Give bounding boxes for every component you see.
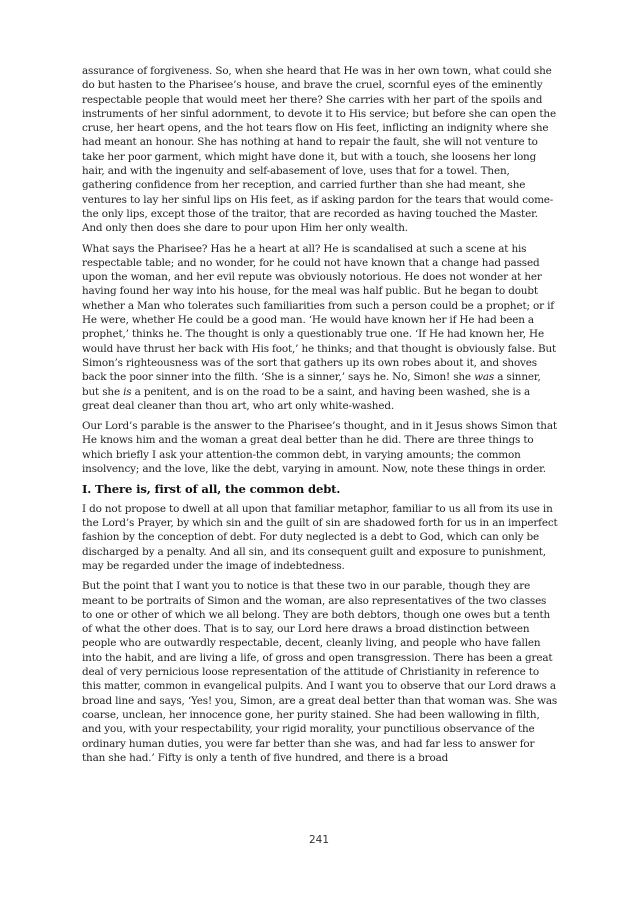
- emphasis-is: is: [123, 385, 132, 398]
- paragraph-4: I do not propose to dwell at all upon that familiar metaphor, familiar to us all from its use in the Lord’s Prayer, by which sin and the guilt of sin are shadowed forth for us in an imperfect fashion by the conception of debt. For duty neglected is a debt to God, which can only be discharged by a penalty. And all sin, and its consequent guilt and exposure to punishment, may be regarded under the image of indebtedness.: [82, 502, 558, 572]
- paragraph-1: assurance of forgiveness. So, when she heard that He was in her own town, what could she do but hasten to the Pharisee’s house, and brave the cruel, scornful eyes of the eminently respectable people that would meet her there? She carries with her part of the spoils and instruments of her sinful adornment, to devote it to His service; but before she can open the cruse, her heart opens, and the hot tears flow on His feet, inflicting an indignity where she had meant an honour. She has nothing at hand to repair the fault, she will not venture to take her poor garment, which might have done it, but with a touch, she loosens her long hair, and with the ingenuity and self-abasement of love, uses that for a towel. Then, gathering confidence from her reception, and carried further than she had meant, she ventures to lay her sinful lips on His feet, as if asking pardon for the tears that would come-the only lips, except those of the traitor, that are recorded as having touched the Master. And only then does she dare to pour upon Him her only wealth.: [82, 65, 556, 235]
- page-number: 241: [308, 834, 330, 846]
- paragraph-2-part-a: What says the Pharisee? Has he a heart at all? He is scandalised at such a scene at his respectable table; and no wonder, for he could not have known that a change had passed upon the woman, and her evil repute was obviously notorious. He does not wonder at her having found her way into his house, for the meal was half public. But he began to doubt whether a Man who tolerates such familiarities from such a person could be a prophet; or if He were, whether He could be a good man. ‘He would have known her if He had been a prophet,’ thinks he. The thought is only a questionably true one. ‘If He had known her, He would have thrust her back with His foot,’ he thinks; and that thought is obviously false. But Simon’s righteousness was of the sort that gathers up its own robes about it, and shoves back the poor sinner into the filth. ‘She is a sinner,’ says he. No, Simon! she: [82, 242, 557, 384]
- paragraph-2-part-b: a sinner, but she: [82, 371, 541, 398]
- emphasis-was: was: [474, 371, 495, 384]
- paragraph-2: [82, 242, 558, 414]
- page-text-column: [82, 64, 558, 771]
- paragraph-2-part-c: a penitent, and is on the road to be a saint, and having been washed, she is a great deal cleaner than thou art, who art only white-washed.: [82, 385, 531, 412]
- paragraph-5: But the point that I want you to notice is that these two in our parable, though they are meant to be portraits of Simon and the woman, are also representatives of the two classes to one or other of which we all belong. They are both debtors, though one owes but a tenth of what the other does. That is to say, our Lord here draws a broad distinction between people who are outwardly respectable, decent, cleanly living, and people who have fallen into the habit, and are living a life, of gross and open transgression. There has been a great deal of very pernicious loose representation of the attitude of Christianity in reference to this matter, common in evangelical pulpits. And I want you to observe that our Lord draws a broad line and says, ‘Yes! you, Simon, are a great deal better than that woman was. She was coarse, unclean, her innocence gone, her purity stained. She had been wallowing in filth, and you, with your respectability, your rigid morality, your punctilious observance of the ordinary human duties, you were far better than she was, and had far less to answer for than she had.’ Fifty is only a tenth of five hundred, and there is a broad: [82, 580, 558, 764]
- paragraph-3: Our Lord’s parable is the answer to the Pharisee’s thought, and in it Jesus shows Simon that He knows him and the woman a great deal better than he did. There are three things to which briefly I ask your attention-the common debt, in varying amounts; the common insolvency; and the love, like the debt, varying in amount. Now, note these things in order.: [82, 420, 557, 476]
- section-heading: I. There is, first of all, the common debt.: [82, 482, 341, 497]
